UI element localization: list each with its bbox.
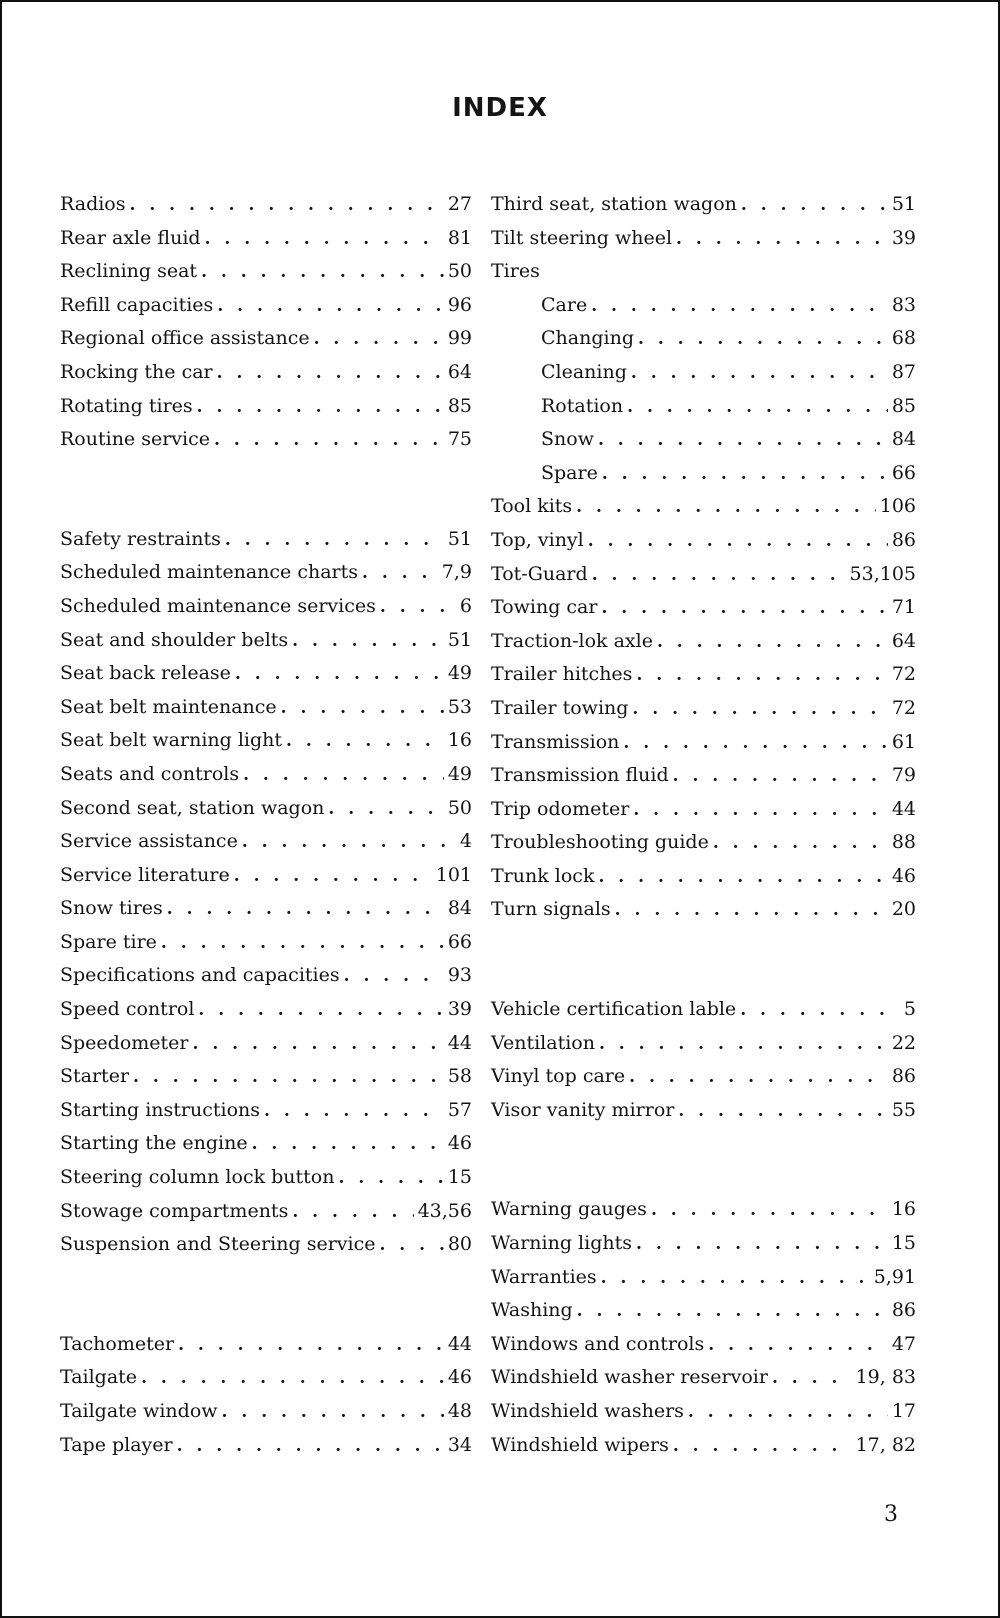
dot-leader [598, 861, 887, 895]
dot-leader [627, 391, 888, 425]
entry-term: Vinyl top care [491, 1065, 626, 1088]
entry-page-ref: 75 [447, 428, 472, 451]
dot-leader [713, 827, 888, 861]
dot-leader [281, 692, 444, 726]
entry-term: Seat belt warning light [60, 729, 283, 752]
entry-page-ref: 20 [891, 898, 916, 921]
dot-leader [741, 189, 888, 223]
dot-leader [633, 794, 888, 828]
index-entry [491, 1261, 916, 1295]
entry-term: Windshield washer reservoir [491, 1366, 768, 1389]
entry-term: Starting instructions [60, 1098, 261, 1121]
dot-leader [688, 1396, 888, 1430]
index-entry [491, 759, 916, 793]
entry-page-ref: 46 [447, 1366, 472, 1389]
index-entry [491, 1193, 916, 1227]
dot-leader [314, 323, 444, 357]
index-column-right [491, 188, 916, 1462]
index-entry [491, 793, 916, 827]
index-entry [491, 1094, 916, 1128]
entry-page-ref: 72 [891, 696, 916, 719]
dot-leader [636, 659, 887, 693]
entry-page-ref: 96 [447, 293, 472, 316]
dot-leader [631, 357, 888, 391]
entry-page-ref: 50 [447, 796, 472, 819]
group-spacer [60, 1262, 472, 1328]
entry-term: Rotating tires [60, 394, 193, 417]
index-entry [491, 1361, 916, 1395]
index-entry [491, 1027, 916, 1061]
dot-leader [602, 458, 888, 492]
entry-page-ref: 27 [447, 193, 472, 215]
entry-page-ref: 51 [447, 527, 472, 550]
index-entry [491, 1429, 916, 1463]
index-entry [60, 1429, 472, 1463]
entry-term: Tailgate window [60, 1400, 218, 1422]
dot-leader [167, 893, 444, 927]
entry-page-ref: 48 [447, 1400, 472, 1422]
entry-page-ref: 71 [891, 596, 916, 619]
index-entry [60, 1195, 472, 1229]
entry-page-ref: 64 [891, 629, 916, 652]
index-entry [60, 222, 472, 256]
index-entry [491, 591, 916, 625]
entry-page-ref: 85 [447, 394, 472, 417]
index-entry [60, 792, 472, 826]
index-subentry [491, 356, 916, 390]
index-entry [60, 892, 472, 926]
entry-page-ref: 17, 82 [855, 1433, 916, 1456]
dot-leader [177, 1430, 444, 1464]
entry-page-ref: 15 [447, 1166, 472, 1189]
entry-term: Changing [541, 327, 634, 350]
index-entry [60, 1228, 472, 1262]
entry-term: Towing car [491, 596, 598, 619]
index-entry [491, 1060, 916, 1094]
page-title: INDEX [452, 93, 548, 123]
dot-leader [599, 1028, 888, 1062]
entry-term: Tailgate [60, 1366, 138, 1389]
index-entry [60, 188, 472, 222]
dot-leader [201, 256, 444, 290]
entry-page-ref: 19, 83 [855, 1366, 916, 1389]
entry-page-ref: 44 [447, 1031, 472, 1054]
page-number: 3 [884, 1502, 898, 1527]
entry-page-ref: 7,9 [441, 561, 472, 584]
entry-page-ref: 39 [447, 998, 472, 1021]
entry-page-ref: 57 [447, 1098, 472, 1121]
index-entry [60, 959, 472, 993]
index-entry [60, 1361, 472, 1395]
entry-page-ref: 49 [447, 762, 472, 785]
index-entry [491, 860, 916, 894]
entry-page-ref: 84 [447, 897, 472, 920]
index-subentry [491, 322, 916, 356]
entry-page-ref: 55 [891, 1098, 916, 1121]
entry-page-ref: 4 [459, 830, 472, 853]
entry-term: Speedometer [60, 1031, 189, 1054]
dot-leader [708, 1329, 888, 1363]
index-group-w [491, 1193, 916, 1462]
dot-leader [623, 727, 887, 761]
index-group-s [60, 523, 472, 1262]
entry-term: Seat belt maintenance [60, 695, 277, 718]
entry-term: Speed control [60, 998, 195, 1021]
index-entry [60, 1127, 472, 1161]
index-entry [60, 1094, 472, 1128]
dot-leader [740, 994, 900, 1028]
entry-page-ref: 43,56 [417, 1199, 472, 1222]
group-spacer [491, 1127, 916, 1193]
entry-term: Spare tire [60, 930, 157, 953]
entry-term: Radios [60, 193, 126, 215]
index-entry [60, 390, 472, 424]
entry-term: Warning lights [491, 1232, 632, 1255]
index-entry [491, 1395, 916, 1429]
entry-term: Seat and shoulder belts [60, 628, 289, 651]
dot-leader [651, 1194, 888, 1228]
dot-leader [222, 1396, 444, 1430]
dot-leader [338, 1162, 443, 1196]
entry-term: Warranties [491, 1265, 597, 1288]
entry-term: Tilt steering wheel [491, 226, 673, 249]
dot-leader [678, 1095, 887, 1129]
index-entry [491, 188, 916, 222]
entry-term: Refill capacities [60, 293, 214, 316]
index-entry [60, 356, 472, 390]
entry-term: Rotation [541, 394, 624, 417]
entry-term: Snow tires [60, 897, 163, 920]
entry-page-ref: 79 [891, 764, 916, 787]
entry-page-ref: 16 [447, 729, 472, 752]
dot-leader [292, 1196, 413, 1230]
entry-term: Windshield wipers [491, 1433, 669, 1456]
entry-term: Trailer towing [491, 696, 629, 719]
index-entry [491, 893, 916, 927]
index-entry [60, 724, 472, 758]
dot-leader [657, 626, 888, 660]
entry-page-ref: 85 [891, 394, 916, 417]
entry-page-ref: 72 [891, 663, 916, 686]
entry-page-ref: 47 [891, 1332, 916, 1355]
dot-leader [178, 1329, 444, 1363]
entry-term: Starter [60, 1065, 130, 1088]
entry-page-ref: 22 [891, 1031, 916, 1054]
index-entry [491, 692, 916, 726]
dot-leader [629, 1061, 888, 1095]
dot-leader [576, 491, 876, 525]
dot-leader [161, 927, 444, 961]
entry-term: Second seat, station wagon [60, 796, 325, 819]
dot-leader [243, 759, 444, 793]
index-entry [60, 322, 472, 356]
dot-leader [379, 1229, 443, 1263]
index-entry [60, 926, 472, 960]
dot-leader [598, 424, 888, 458]
index-entry [491, 993, 916, 1027]
index-entry [60, 825, 472, 859]
entry-page-ref: 61 [891, 730, 916, 753]
entry-term: Windows and controls [491, 1332, 705, 1355]
entry-page-ref: 106 [879, 495, 916, 518]
dot-leader [264, 1095, 444, 1129]
index-entry [491, 1328, 916, 1362]
entry-term: Starting the engine [60, 1132, 248, 1155]
dot-leader [362, 557, 438, 591]
dot-leader [217, 290, 444, 324]
dot-leader [217, 357, 444, 391]
index-entry [491, 826, 916, 860]
index-entry [491, 524, 916, 558]
entry-term: Transmission fluid [491, 764, 669, 787]
dot-leader [328, 793, 443, 827]
group-spacer [491, 927, 916, 993]
entry-page-ref: 5,91 [873, 1265, 916, 1288]
entry-page-ref: 68 [891, 327, 916, 350]
index-column-left [60, 188, 472, 1462]
entry-page-ref: 49 [447, 662, 472, 685]
entry-page-ref: 51 [891, 193, 916, 215]
entry-term: Seat back release [60, 662, 231, 685]
entry-term: Tot-Guard [491, 562, 588, 585]
dot-leader [252, 1128, 444, 1162]
dot-leader [638, 323, 888, 357]
index-entry [60, 590, 472, 624]
entry-term: Service assistance [60, 830, 238, 853]
entry-term: Rear axle fluid [60, 226, 201, 249]
entry-term: Trunk lock [491, 864, 595, 887]
entry-page-ref: 50 [447, 260, 472, 283]
index-entry [60, 859, 472, 893]
entry-page-ref: 64 [447, 360, 472, 383]
index-subentry [491, 423, 916, 457]
entry-term: Tape player [60, 1433, 173, 1456]
entry-page-ref: 15 [891, 1232, 916, 1255]
entry-page-ref: 87 [891, 360, 916, 383]
entry-term: Safety restraints [60, 527, 221, 550]
group-spacer [60, 457, 472, 523]
entry-page-ref: 6 [459, 594, 472, 617]
entry-page-ref: 86 [891, 1065, 916, 1088]
entry-term: Troubleshooting guide [491, 831, 709, 854]
index-entry [60, 758, 472, 792]
entry-term: Transmission [491, 730, 620, 753]
entry-page-ref: 88 [891, 831, 916, 854]
dot-leader [292, 625, 444, 659]
dot-leader [193, 1028, 444, 1062]
entry-term: Spare [541, 461, 598, 484]
entry-term: Ventilation [491, 1031, 595, 1054]
index-entry [491, 1294, 916, 1328]
dot-leader [601, 1262, 870, 1296]
entry-term: Top, vinyl [491, 528, 584, 551]
entry-page-ref: 51 [447, 628, 472, 651]
entry-term: Turn signals [491, 898, 611, 921]
entry-page-ref: 93 [447, 964, 472, 987]
entry-term: Scheduled maintenance charts [60, 561, 358, 584]
entry-page-ref: 17 [891, 1400, 916, 1422]
index-entry [60, 1328, 472, 1362]
entry-page-ref: 86 [891, 528, 916, 551]
dot-leader [242, 826, 456, 860]
entry-page-ref: 99 [447, 327, 472, 350]
entry-page-ref: 16 [891, 1198, 916, 1221]
entry-page-ref: 34 [447, 1433, 472, 1456]
dot-leader [141, 1362, 444, 1396]
entry-page-ref: 81 [447, 226, 472, 249]
entry-term: Windshield washers [491, 1400, 684, 1422]
index-group-t-continued [491, 188, 916, 927]
dot-leader [591, 290, 888, 324]
entry-term: Service literature [60, 863, 230, 886]
entry-term: Steering column lock button [60, 1166, 335, 1189]
entry-term: Vehicle certification lable [491, 998, 737, 1021]
index-entry [491, 222, 916, 256]
index-entry [60, 993, 472, 1027]
index-group-t [60, 1328, 472, 1462]
dot-leader [205, 223, 444, 257]
entry-term: Seats and controls [60, 762, 240, 785]
index-entry [491, 1227, 916, 1261]
index-entry [491, 490, 916, 524]
entry-page-ref: 5 [903, 998, 916, 1021]
dot-leader [286, 725, 444, 759]
index-group-v [491, 993, 916, 1127]
entry-term: Warning gauges [491, 1198, 647, 1221]
index-subentry [491, 289, 916, 323]
dot-leader [130, 189, 444, 223]
entry-term: Cleaning [541, 360, 627, 383]
dot-leader [592, 559, 846, 593]
dot-leader [632, 693, 887, 727]
dot-leader [380, 591, 456, 625]
entry-page-ref: 101 [435, 863, 472, 886]
index-entry [60, 1161, 472, 1195]
entry-page-ref: 58 [447, 1065, 472, 1088]
index-entry [60, 1060, 472, 1094]
index-entry [60, 423, 472, 457]
entry-page-ref: 66 [447, 930, 472, 953]
entry-term: Specifications and capacities [60, 964, 340, 987]
entry-term: Third seat, station wagon [491, 193, 737, 215]
entry-page-ref: 39 [891, 226, 916, 249]
dot-leader [615, 894, 888, 928]
dot-leader [344, 960, 444, 994]
entry-term: Stowage compartments [60, 1199, 289, 1222]
dot-leader [772, 1362, 852, 1396]
dot-leader [214, 424, 444, 458]
entry-page-ref: 44 [447, 1332, 472, 1355]
index-entry [60, 255, 472, 289]
dot-leader [601, 592, 887, 626]
dot-leader [235, 658, 444, 692]
dot-leader [577, 1295, 888, 1329]
index-entry [60, 657, 472, 691]
entry-term: Tires [491, 260, 540, 283]
dot-leader [198, 994, 443, 1028]
entry-term: Trailer hitches [491, 663, 633, 686]
entry-term: Visor vanity mirror [491, 1098, 675, 1121]
entry-term: Reclining seat [60, 260, 198, 283]
dot-leader [133, 1061, 444, 1095]
entry-page-ref: 86 [891, 1299, 916, 1322]
entry-term: Routine service [60, 428, 210, 451]
dot-leader [225, 524, 444, 558]
entry-page-ref: 84 [891, 428, 916, 451]
dot-leader [234, 860, 432, 894]
index-entry [491, 625, 916, 659]
index-entry [491, 726, 916, 760]
dot-leader [197, 391, 444, 425]
entry-term: Care [541, 293, 588, 316]
index-entry [60, 1395, 472, 1429]
entry-page-ref: 53 [447, 695, 472, 718]
entry-page-ref: 83 [891, 293, 916, 316]
entry-term: Trip odometer [491, 797, 630, 820]
index-entry [60, 624, 472, 658]
entry-page-ref: 66 [891, 461, 916, 484]
entry-term: Traction-lok axle [491, 629, 653, 652]
entry-term: Regional office assistance [60, 327, 310, 350]
entry-term: Washing [491, 1299, 573, 1322]
entry-term: Scheduled maintenance services [60, 594, 376, 617]
dot-leader [588, 525, 888, 559]
entry-page-ref: 46 [891, 864, 916, 887]
entry-page-ref: 80 [447, 1233, 472, 1256]
entry-term: Tachometer [60, 1332, 175, 1355]
dot-leader [673, 1430, 852, 1464]
index-entry [60, 1027, 472, 1061]
entry-term: Rocking the car [60, 360, 213, 383]
index-entry [60, 289, 472, 323]
index-subentry [491, 457, 916, 491]
dot-leader [676, 223, 888, 257]
entry-term: Tool kits [491, 495, 573, 518]
index-entry [491, 255, 916, 289]
index-entry [60, 556, 472, 590]
dot-leader [636, 1228, 888, 1262]
index-entry [60, 523, 472, 557]
entry-term: Snow [541, 428, 594, 451]
entry-page-ref: 53,105 [849, 562, 916, 585]
index-entry [60, 691, 472, 725]
index-entry [491, 558, 916, 592]
index-subentry [491, 390, 916, 424]
entry-page-ref: 46 [447, 1132, 472, 1155]
index-entry [491, 658, 916, 692]
entry-page-ref: 44 [891, 797, 916, 820]
entry-term: Suspension and Steering service [60, 1233, 376, 1256]
dot-leader [673, 760, 888, 794]
index-group-r [60, 188, 472, 457]
